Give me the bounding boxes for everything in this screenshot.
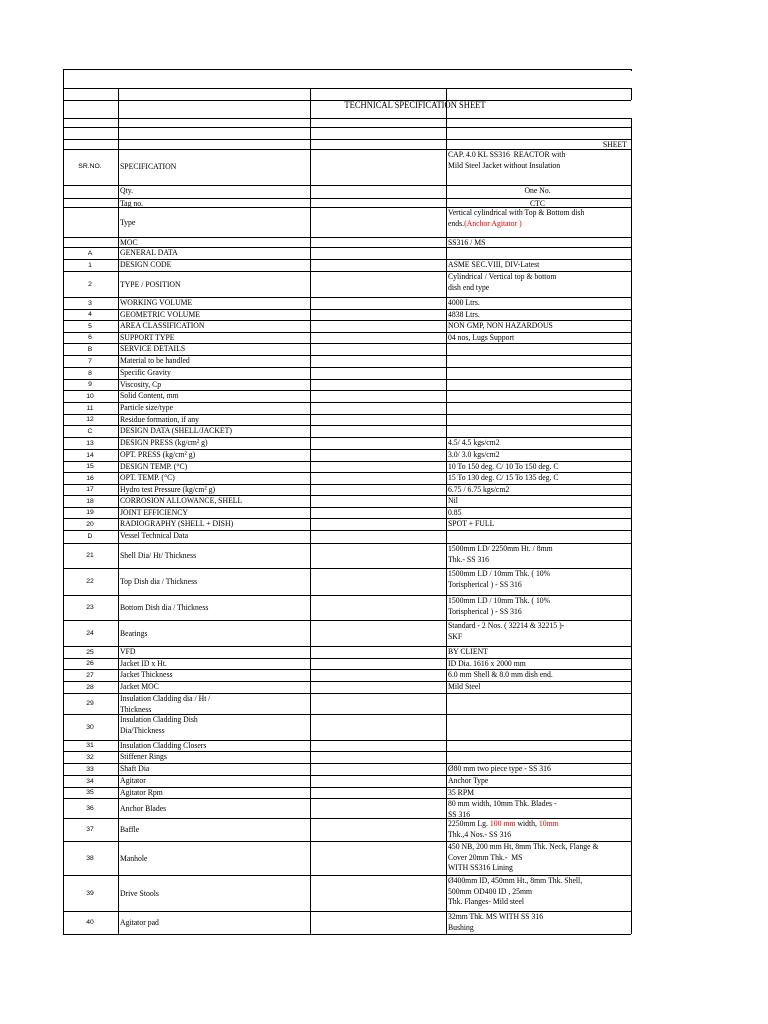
- row-sr-no: 35: [86, 789, 94, 797]
- row-sr-no: 26: [86, 660, 94, 668]
- row-specification: JOINT EFFICIENCY: [120, 507, 188, 517]
- row-value: 15 To 130 deg. C/ 15 To 135 deg. C: [448, 472, 559, 482]
- row-value: Torispherical ) - SS 316: [448, 578, 522, 589]
- row-specification: Qty.: [120, 185, 134, 195]
- row-specification: OPT. TEMP. (°C): [120, 472, 175, 482]
- row-sr-no: 27: [86, 671, 94, 679]
- row-sr-no: 15: [86, 463, 94, 471]
- row-value: BY CLIENT: [448, 646, 488, 656]
- row-value: Thk. Flanges- Mild steel: [448, 896, 525, 906]
- row-value: dish end type: [448, 281, 490, 292]
- row-value: ASME SEC.VIII, DIV-Latest: [448, 259, 540, 269]
- row-sr-no: 20: [86, 520, 94, 528]
- row-specification: Insulation Cladding Closers: [120, 740, 207, 750]
- row-value: 1500mm I.D / 10mm Thk. ( 10%: [448, 568, 551, 578]
- row-value: NON GMP, NON HAZARDOUS: [448, 320, 553, 330]
- row-value: ends.(Anchor Agitator ): [448, 217, 522, 228]
- row-sr-no: 19: [86, 509, 94, 517]
- grid-line: [63, 934, 631, 935]
- row-sr-no: 32: [86, 753, 94, 761]
- row-specification: Specific Gravity: [120, 367, 171, 377]
- row-value: 32mm Thk. MS WITH SS 316: [448, 911, 544, 921]
- row-value: 6.0 mm Shell & 8.0 mm dish end.: [448, 669, 553, 679]
- row-specification: WORKING VOLUME: [120, 297, 193, 307]
- row-specification: Jacket MOC: [120, 681, 159, 691]
- row-value: Cover 20mm Thk.- MS: [448, 851, 523, 862]
- row-value: CTC: [530, 198, 546, 208]
- row-sr-no: 25: [86, 648, 94, 656]
- row-value: SS 316: [448, 808, 471, 819]
- row-sr-no: 37: [86, 826, 94, 834]
- row-specification: SUPPORT TYPE: [120, 332, 175, 342]
- grid-line: [631, 88, 632, 100]
- row-value: SKF: [448, 630, 463, 641]
- row-specification: RADIOGRAPHY (SHELL + DISH): [120, 518, 234, 528]
- row-value: 450 NB, 200 mm Ht, 8mm Thk. Neck, Flange &: [448, 841, 599, 851]
- grid-line: [63, 237, 631, 238]
- row-value: SPOT + FULL: [448, 518, 495, 528]
- grid-line: [631, 69, 632, 71]
- row-sr-no: 6: [88, 334, 92, 342]
- row-sr-no: 2: [88, 280, 92, 288]
- grid-line: [63, 646, 631, 647]
- row-value: Standard - 2 Nos. ( 32214 & 32215 )-: [448, 620, 565, 630]
- row-specification: VFD: [120, 646, 136, 656]
- row-value: 4.5/ 4.5 kgs/cm2: [448, 437, 500, 447]
- row-value: 04 nos, Lugs Support: [448, 332, 515, 342]
- grid-line: [63, 127, 631, 128]
- row-specification: GEOMETRIC VOLUME: [120, 309, 201, 319]
- row-value: ID Dia. 1616 x 2000 mm: [448, 658, 526, 668]
- specification-sheet: [63, 69, 631, 934]
- row-specification: Stiffener Rings: [120, 751, 167, 761]
- row-value: 500mm OD400 ID , 25mm: [448, 885, 533, 896]
- row-specification: Agitator pad: [120, 917, 159, 928]
- grid-line: [63, 69, 631, 70]
- row-value: 4000 Ltrs.: [448, 297, 480, 307]
- row-sr-no: 4: [88, 311, 92, 319]
- row-sr-no: 1: [88, 261, 92, 269]
- row-value: Vertical cylindrical with Top & Bottom dish: [448, 207, 585, 217]
- row-sr-no: C: [87, 427, 93, 435]
- row-sr-no: 39: [86, 889, 94, 897]
- row-value: SS316 / MS: [448, 237, 486, 247]
- row-specification: Residue formation, if any: [120, 414, 200, 424]
- column-header-value: CAP. 4.0 KL SS316 REACTOR with: [448, 149, 566, 159]
- row-sr-no: 7: [88, 357, 92, 365]
- row-specification: Baffle: [120, 824, 140, 835]
- row-value: One No.: [524, 185, 551, 195]
- row-value: 4838 Ltrs.: [448, 309, 480, 319]
- row-value: Nil: [448, 495, 458, 505]
- row-specification: Particle size/type: [120, 402, 174, 412]
- row-specification: Hydro test Pressure (kg/cm² g): [120, 484, 216, 494]
- row-sr-no: 30: [86, 723, 94, 731]
- grid-line: [631, 118, 632, 934]
- grid-line: [63, 118, 631, 119]
- grid-line: [63, 88, 631, 89]
- row-value: Torispherical ) - SS 316: [448, 605, 522, 616]
- row-value: Bushing: [448, 921, 474, 932]
- row-sr-no: 5: [88, 322, 92, 330]
- row-sr-no: 40: [86, 919, 94, 927]
- row-specification: Jacket ID x Ht.: [120, 658, 167, 668]
- row-specification: Top Dish dia / Thickness: [120, 576, 198, 587]
- row-specification: Viscosity, Cp: [120, 379, 162, 389]
- row-specification: Bearings: [120, 627, 148, 638]
- row-specification: Manhole: [120, 852, 148, 863]
- row-specification: OPT. PRESS (kg/cm² g): [120, 449, 196, 459]
- row-sr-no: 21: [86, 552, 94, 560]
- row-sr-no: 10: [86, 392, 94, 400]
- row-sr-no: A: [87, 249, 93, 257]
- row-sr-no: 28: [86, 683, 94, 691]
- row-value: Mild Steel: [448, 681, 481, 691]
- row-specification: MOC: [120, 237, 138, 247]
- row-value: 0.85: [448, 507, 462, 517]
- row-specification: Vessel Technical Data: [120, 530, 189, 540]
- row-value: 80 mm width, 10mm Thk. Blades -: [448, 798, 557, 808]
- row-sr-no: 24: [86, 629, 94, 637]
- row-specification: Anchor Blades: [120, 802, 167, 813]
- page-title: TECHNICAL SPECIFICATION SHEET: [344, 100, 486, 111]
- row-sr-no: 13: [86, 439, 94, 447]
- row-value: WITH SS316 Lining: [448, 862, 513, 872]
- row-specification: DESIGN PRESS (kg/cm² g): [120, 437, 208, 447]
- row-sr-no: 17: [86, 486, 94, 494]
- row-sr-no: B: [87, 345, 93, 353]
- row-specification: Thickness: [120, 703, 152, 714]
- row-specification: Material to be handled: [120, 355, 190, 365]
- row-specification: Agitator Rpm: [120, 787, 163, 797]
- row-sr-no: 11: [86, 404, 94, 412]
- row-specification: Tag no.: [120, 198, 144, 208]
- row-value: 2250mm Lg. 100 mm width, 10mm: [448, 818, 559, 828]
- row-sr-no: D: [87, 533, 93, 541]
- row-value: 6.75 / 6.75 kgs/cm2: [448, 484, 510, 494]
- row-value: Ø400mm ID, 450mm Ht., 8mm Thk. Shell,: [448, 875, 583, 885]
- row-specification: Drive Stools: [120, 887, 159, 898]
- row-specification: CORROSION ALLOWANCE, SHELL: [120, 495, 243, 505]
- row-specification: Insulation Cladding dia / Ht /: [120, 693, 211, 703]
- row-sr-no: 29: [86, 700, 94, 708]
- row-sr-no: 31: [86, 742, 94, 750]
- grid-line: [63, 911, 631, 912]
- grid-line: [118, 88, 119, 934]
- row-sr-no: 3: [88, 299, 92, 307]
- row-specification: Insulation Cladding Dish: [120, 714, 198, 724]
- row-value: Anchor Type: [448, 775, 489, 785]
- row-specification: Agitator: [120, 775, 146, 785]
- row-sr-no: 18: [86, 497, 94, 505]
- row-sr-no: 34: [86, 777, 94, 785]
- row-value: Thk.- SS 316: [448, 553, 490, 564]
- row-sr-no: 12: [86, 416, 94, 424]
- row-sr-no: 38: [86, 854, 94, 862]
- row-specification: TYPE / POSITION: [120, 278, 181, 289]
- row-sr-no: 22: [86, 578, 94, 586]
- row-value: Cylindrical / Vertical top & bottom: [448, 271, 557, 281]
- row-sr-no: 33: [86, 765, 94, 773]
- row-specification: SERVICE DETAILS: [120, 343, 186, 353]
- row-specification: DESIGN DATA (SHELL/JACKET): [120, 425, 232, 435]
- column-header-specification: SPECIFICATION: [120, 161, 177, 171]
- row-sr-no: 8: [88, 369, 92, 377]
- grid-line: [310, 88, 311, 934]
- sheet-label: SHEET: [602, 139, 627, 149]
- row-value: 1500mm I.D/ 2250mm Ht. / 8mm: [448, 543, 553, 553]
- row-value: Ø80 mm two piece type - SS 316: [448, 763, 551, 773]
- row-value: 3.0/ 3.0 kgs/cm2: [448, 449, 500, 459]
- row-specification: Type: [120, 216, 136, 227]
- row-specification: GENERAL DATA: [120, 247, 178, 257]
- row-specification: Dia/Thickness: [120, 724, 165, 735]
- row-value: 10 To 150 deg. C/ 10 To 150 deg. C: [448, 461, 559, 471]
- row-specification: DESIGN TEMP. (°C): [120, 461, 188, 471]
- row-sr-no: 14: [86, 451, 94, 459]
- row-specification: Jacket Thickness: [120, 669, 173, 679]
- row-specification: Bottom Dish dia / Thickness: [120, 602, 209, 613]
- row-specification: AREA CLASSIFICATION: [120, 320, 205, 330]
- row-specification: Solid Content, mm: [120, 390, 179, 400]
- row-specification: Shell Dia/ Ht/ Thickness: [120, 550, 197, 561]
- row-sr-no: 16: [86, 474, 94, 482]
- row-value: 35 RPM: [448, 787, 475, 797]
- column-header-sr-no: SR.NO.: [78, 163, 102, 170]
- grid-line: [446, 88, 447, 934]
- row-sr-no: 36: [86, 804, 94, 812]
- grid-line: [63, 775, 631, 776]
- row-value: Thk.,4 Nos.- SS 316: [448, 828, 512, 839]
- row-specification: Shaft Dia: [120, 763, 150, 773]
- row-specification: DESIGN CODE: [120, 259, 172, 269]
- row-sr-no: 9: [88, 381, 92, 389]
- row-sr-no: 23: [86, 604, 94, 612]
- row-value: 1500mm I.D / 10mm Thk. ( 10%: [448, 595, 551, 605]
- column-header-value: Mild Steel Jacket without Insulation: [448, 159, 561, 170]
